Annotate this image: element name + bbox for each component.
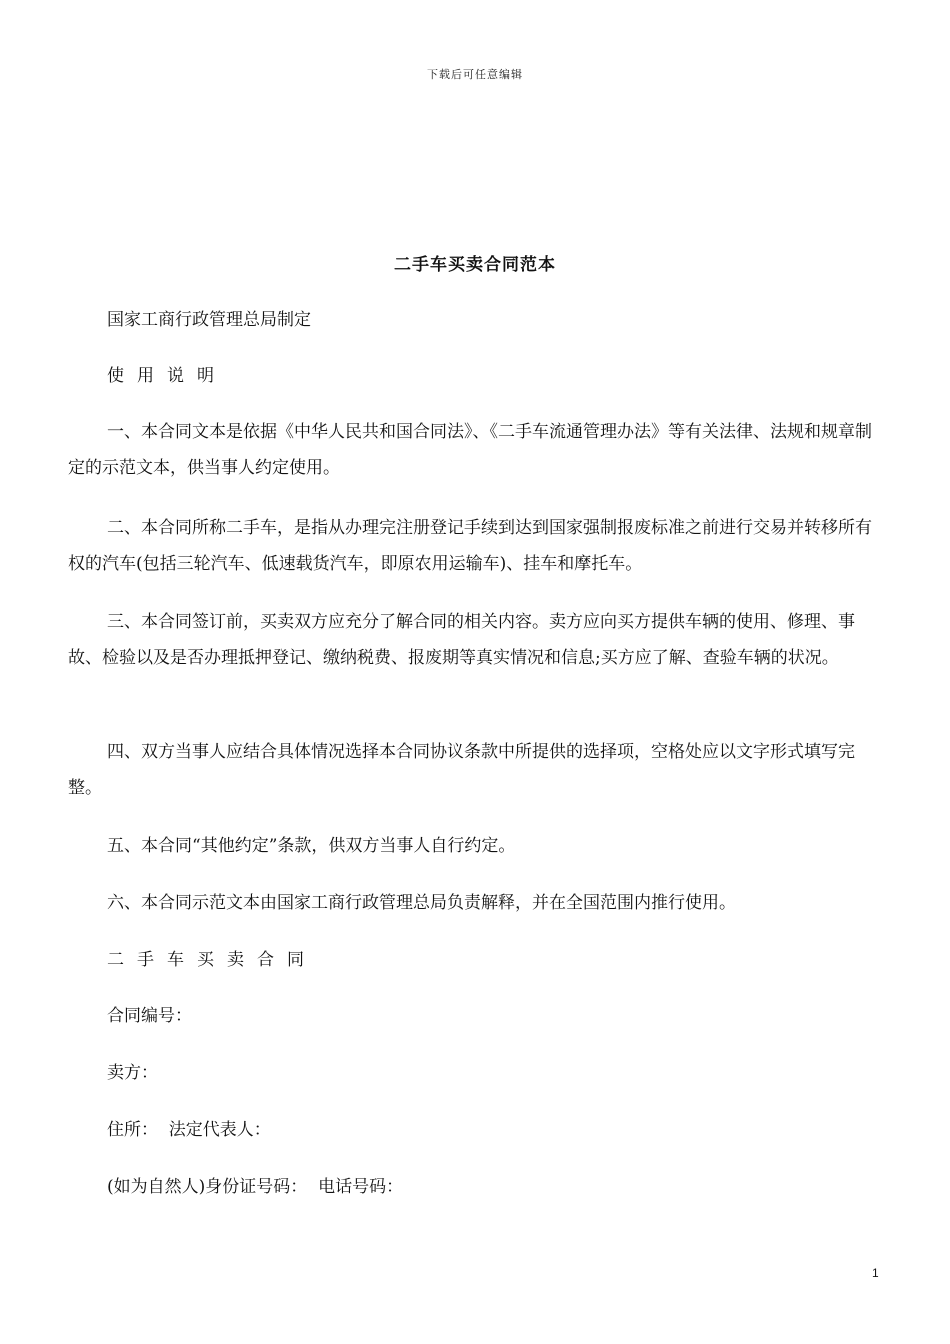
issuer-line: 国家工商行政管理总局制定 — [107, 310, 311, 330]
instructions-heading: 使用说明 — [107, 366, 227, 386]
instruction-paragraph-1: 一、本合同文本是依据《中华人民共和国合同法》、《二手车流通管理办法》等有关法律、法规和规章制定的示范文本，供当事人约定使用。 — [68, 422, 872, 478]
seller-field: 卖方： — [107, 1063, 158, 1083]
instruction-paragraph-3: 三、本合同签订前，买卖双方应充分了解合同的相关内容。卖方应向买方提供车辆的使用、修理、事故、检验以及是否办理抵押登记、缴纳税费、报废期等真实情况和信息;买方应了解、查验车辆的状况。 — [68, 612, 855, 668]
document-title: 二手车买卖合同范本 — [394, 255, 556, 275]
id-phone-field: (如为自然人)身份证号码： 电话号码： — [107, 1177, 404, 1197]
instruction-paragraph-4: 四、双方当事人应结合具体情况选择本合同协议条款中所提供的选择项，空格处应以文字形式填写完整。 — [68, 742, 855, 798]
instruction-paragraph-5: 五、本合同“其他约定”条款，供双方当事人自行约定。 — [107, 836, 516, 856]
contract-heading: 二手车买卖合同 — [107, 950, 317, 970]
header-note: 下载后可任意编辑 — [427, 68, 523, 81]
address-representative-field: 住所： 法定代表人： — [107, 1120, 271, 1140]
page-number: 1 — [872, 1266, 879, 1280]
instruction-paragraph-6: 六、本合同示范文本由国家工商行政管理总局负责解释，并在全国范围内推行使用。 — [107, 893, 736, 913]
contract-number-field: 合同编号： — [107, 1006, 192, 1026]
instruction-paragraph-2: 二、本合同所称二手车，是指从办理完注册登记手续到达到国家强制报废标准之前进行交易并转移所有权的汽车(包括三轮汽车、低速载货汽车，即原农用运输车)、挂车和摩托车。 — [68, 518, 872, 574]
